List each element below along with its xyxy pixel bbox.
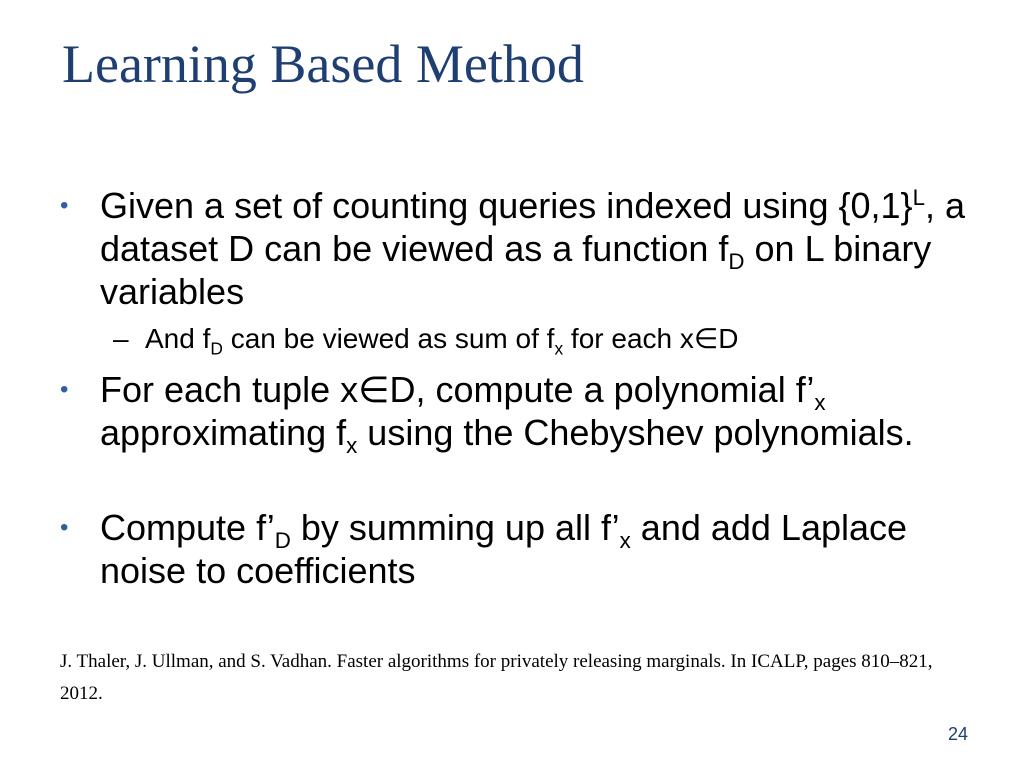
- bullet-3-text: Compute f’: [100, 507, 275, 548]
- bullet-2-text: For each tuple x∈D, compute a polynomial f’: [100, 369, 815, 410]
- bullet-3-text-3: and add Laplace noise to coefficients: [100, 507, 908, 591]
- bullet-2: [60, 368, 980, 459]
- sub-bullet-marker: –: [113, 323, 129, 354]
- bullet-1-text: Given a set of counting queries indexed using {0,1}: [100, 185, 913, 226]
- bullet-3-text-2: by summing up all f’: [290, 507, 620, 548]
- bullet-3-sub-2: x: [619, 528, 631, 554]
- page-number: 24: [948, 724, 969, 744]
- bullet-3: [60, 506, 980, 592]
- bullet-2-sub: x: [814, 390, 826, 416]
- reference-citation: J. Thaler, J. Ullman, and S. Vadhan. Faster algorithms for privately releasing marginals. In ICALP, pages 810–821, 2012.: [60, 651, 933, 704]
- bullet-2-sub-2: x: [346, 433, 358, 459]
- bullet-3-sub: D: [274, 528, 291, 554]
- bullet-1-sub: D: [728, 249, 745, 275]
- bullet-marker: •: [60, 514, 69, 541]
- bullet-1-sup: L: [912, 185, 925, 210]
- bullet-2-text-2: approximating f: [100, 412, 347, 453]
- bullet-1-text-3: on L binary variables: [100, 228, 932, 312]
- slide-title: Learning Based Method: [62, 34, 584, 94]
- bullet-1: [60, 184, 980, 313]
- bullet-marker: •: [60, 376, 69, 403]
- sub-bullet-1-sub: D: [210, 338, 223, 359]
- bullet-1-text-2: , a dataset D can be viewed as a function f: [100, 185, 966, 269]
- bullet-2-text-3: using the Chebyshev polynomials.: [357, 412, 914, 453]
- sub-bullet-1-text-3: for each x∈D: [563, 323, 739, 354]
- sub-bullet-1-text-2: can be viewed as sum of f: [222, 323, 555, 354]
- sub-bullet-1-sub-2: x: [554, 338, 564, 359]
- sub-bullet-1: [113, 322, 965, 359]
- sub-bullet-1-text: And f: [145, 323, 211, 354]
- bullet-marker: •: [60, 192, 69, 219]
